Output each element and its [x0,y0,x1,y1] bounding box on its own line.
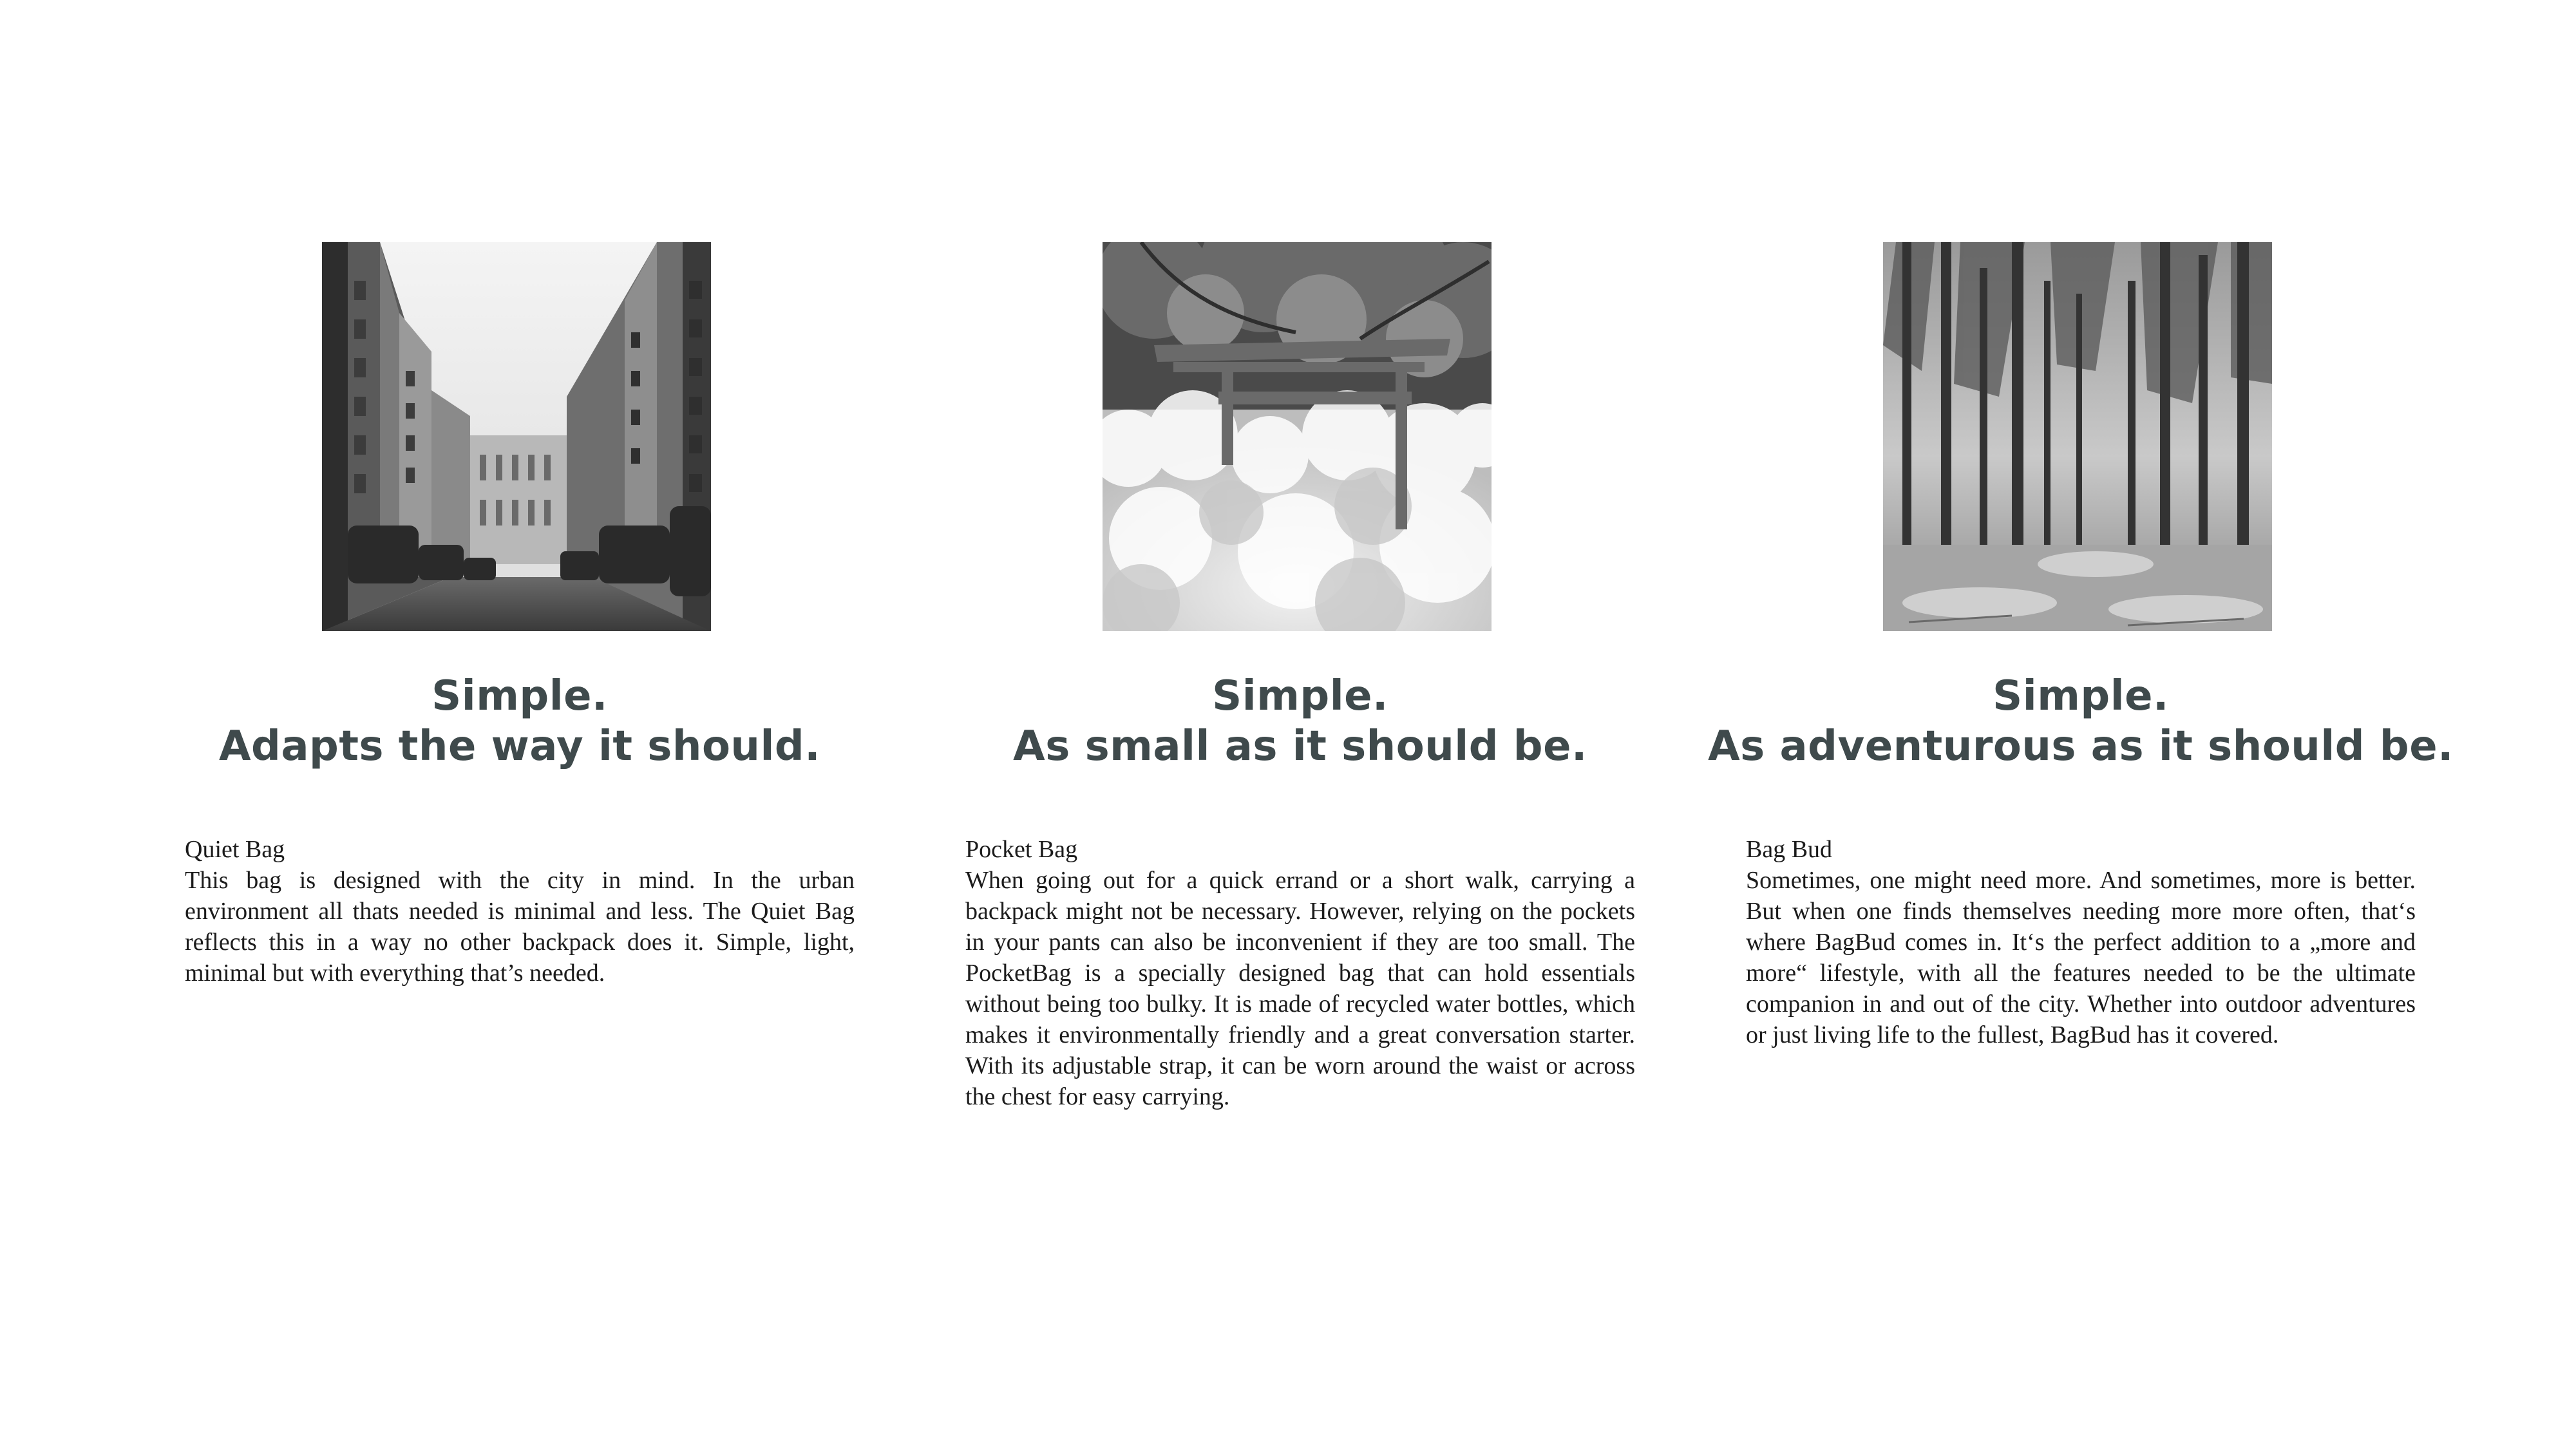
torii-gate-photo [1103,242,1492,631]
headline-line-1: Simple. [1993,672,2169,720]
product-name: Pocket Bag [965,836,1078,863]
city-street-photo [322,242,711,631]
product-name: Bag Bud [1746,836,1833,863]
product-description-quiet-bag [185,834,855,989]
product-text: When going out for a quick errand or a short walk, carrying a backpack might not be necessary. However, relying on the pockets in your pants can also be inconvenient if they are too small. The PocketBag is a specially designed bag that can hold essentials without being too bulky. It is made of recycled water bottles, which makes it environmentally friendly and a great conversation starter. With its adjustable strap, it can be worn around the waist or across the chest for easy carrying. [965,867,1635,1110]
headline-bag-bud [1694,671,2467,772]
forest-photo [1883,242,2272,631]
headline-pocket-bag [914,671,1687,772]
product-text: Sometimes, one might need more. And sometimes, more is better. But when one finds themselves needing more more often, that‘s where BagBud comes in. It‘s the perfect addition to a „more and more“ lifestyle, with all the features needed to be the ultimate companion in and out of the city. Whether into outdoor adventures or just living life to the fullest, BagBud has it covered. [1746,867,2416,1048]
headline-quiet-bag [133,671,906,772]
headline-line-2: As small as it should be. [1013,723,1587,770]
product-description-bag-bud [1746,834,2416,1050]
headline-line-2: As adventurous as it should be. [1708,723,2454,770]
product-name: Quiet Bag [185,836,285,863]
product-text: This bag is designed with the city in mind. In the urban environment all thats needed is minimal and less. The Quiet Bag reflects this in a way no other backpack does it. Simple, light, minimal but with everything that’s needed. [185,867,855,987]
headline-line-2: Adapts the way it should. [218,723,821,770]
headline-line-1: Simple. [431,672,608,720]
product-description-pocket-bag [965,834,1635,1112]
headline-line-1: Simple. [1212,672,1388,720]
